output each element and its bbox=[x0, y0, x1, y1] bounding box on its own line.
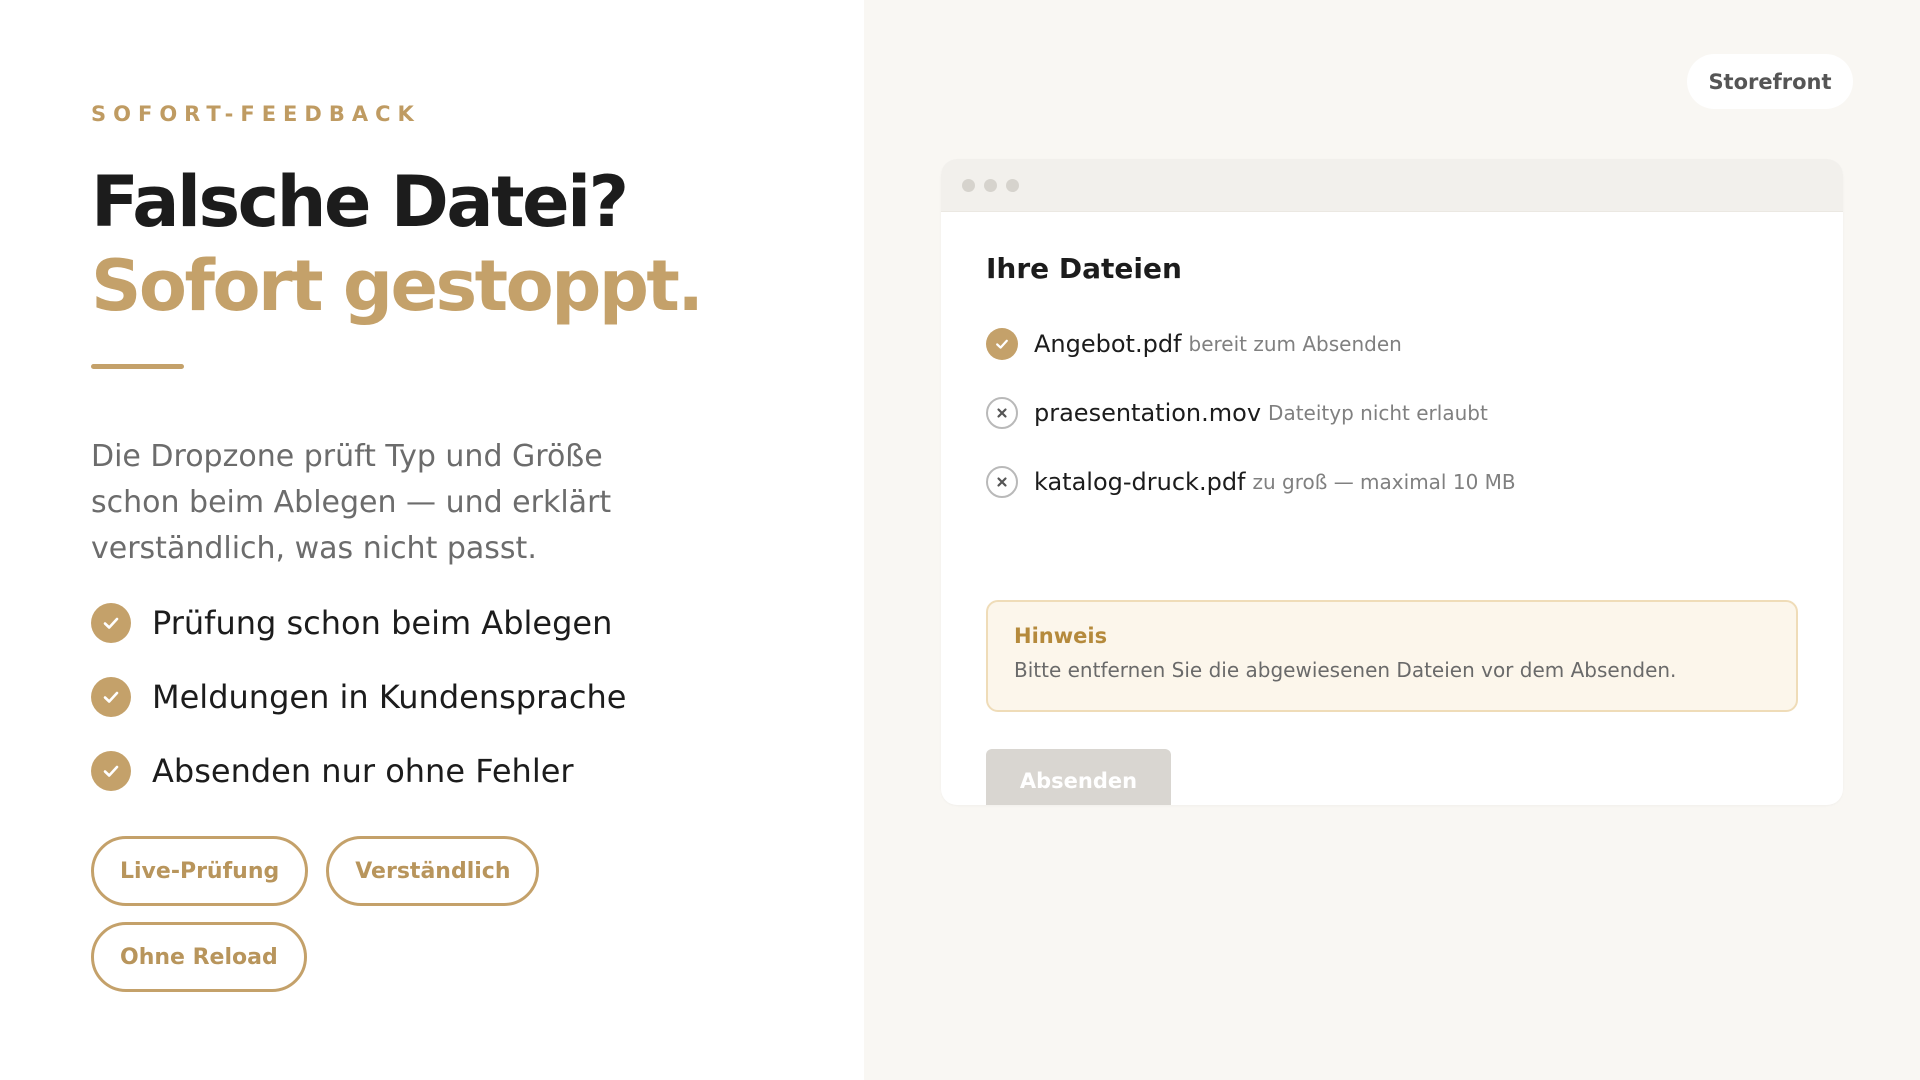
files-heading: Ihre Dateien bbox=[986, 252, 1182, 285]
check-circle-icon bbox=[986, 328, 1018, 360]
x-circle-icon[interactable] bbox=[986, 466, 1018, 498]
headline-line-2: Sofort gestoppt. bbox=[91, 245, 702, 327]
tag-chips bbox=[91, 836, 611, 992]
window-dot-icon bbox=[962, 179, 975, 192]
submit-button[interactable]: Absenden bbox=[986, 749, 1171, 805]
headline bbox=[91, 160, 701, 328]
file-list bbox=[986, 309, 1516, 516]
file-status: Dateityp nicht erlaubt bbox=[1268, 400, 1488, 425]
notice-text: Bitte entfernen Sie die abgewiesenen Dateien vor dem Absenden. bbox=[1014, 658, 1677, 682]
file-status: zu groß — maximal 10 MB bbox=[1252, 469, 1516, 494]
chip-ohne-reload[interactable]: Ohne Reload bbox=[91, 922, 307, 992]
feature-label: Meldungen in Kundensprache bbox=[152, 678, 627, 716]
check-circle-icon bbox=[91, 677, 131, 717]
headline-line-1: Falsche Datei? bbox=[91, 161, 627, 243]
notice-title: Hinweis bbox=[1014, 624, 1108, 648]
preview-panel bbox=[864, 0, 1920, 1080]
check-circle-icon bbox=[91, 751, 131, 791]
window-titlebar bbox=[941, 159, 1843, 212]
feature-item bbox=[91, 660, 626, 734]
window-dot-icon bbox=[1006, 179, 1019, 192]
intro-paragraph: Die Dropzone prüft Typ und Größe schon beim Ablegen — und erklärt verständlich, was nicht passt. bbox=[91, 439, 612, 566]
file-name: praesentation.mov bbox=[1034, 398, 1262, 427]
feature-item bbox=[91, 586, 626, 660]
notice-box bbox=[986, 600, 1798, 712]
storefront-badge[interactable]: Storefront bbox=[1687, 54, 1853, 109]
file-row bbox=[986, 309, 1516, 378]
file-row bbox=[986, 378, 1516, 447]
feature-list bbox=[91, 586, 626, 808]
browser-window bbox=[941, 159, 1843, 805]
accent-divider bbox=[91, 364, 184, 369]
feature-label: Absenden nur ohne Fehler bbox=[152, 752, 574, 790]
eyebrow-label: SOFORT-FEEDBACK bbox=[91, 102, 421, 126]
window-dot-icon bbox=[984, 179, 997, 192]
file-name: Angebot.pdf bbox=[1034, 329, 1182, 358]
feature-label: Prüfung schon beim Ablegen bbox=[152, 604, 613, 642]
feature-item bbox=[91, 734, 626, 808]
x-circle-icon[interactable] bbox=[986, 397, 1018, 429]
file-name: katalog-druck.pdf bbox=[1034, 467, 1246, 496]
file-row bbox=[986, 447, 1516, 516]
file-status: bereit zum Absenden bbox=[1188, 331, 1402, 356]
chip-verstaendlich[interactable]: Verständlich bbox=[326, 836, 539, 906]
chip-live-pruefung[interactable]: Live-Prüfung bbox=[91, 836, 308, 906]
feature-panel bbox=[0, 0, 864, 1080]
check-circle-icon bbox=[91, 603, 131, 643]
